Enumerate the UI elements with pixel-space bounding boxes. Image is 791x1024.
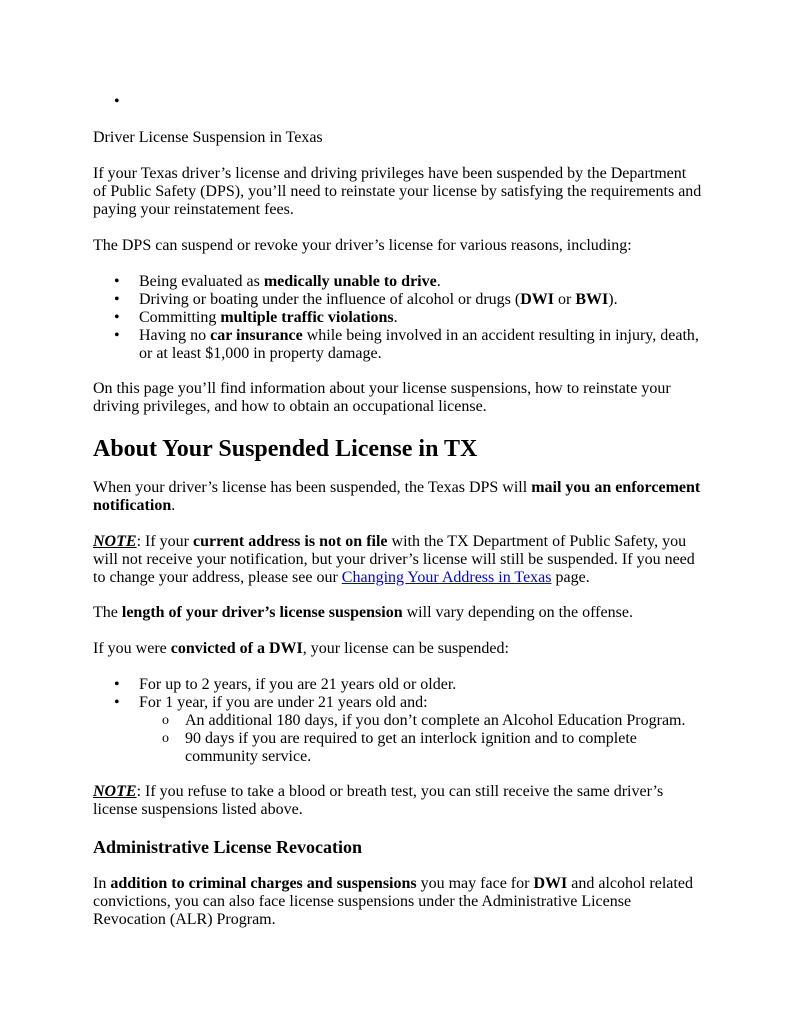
note-label: NOTE	[93, 783, 137, 800]
test-refusal-note: NOTE: If you refuse to take a blood or breath test, you can still receive the same driver’s license suspensions listed above.	[93, 783, 664, 818]
enforcement-paragraph: When your driver’s license has been suspended, the Texas DPS will mail you an enforcement notification.	[93, 479, 701, 514]
list-item: • Having no car insurance while being involved in an accident resulting in injury, death, or at least $1,000 in property damage.	[93, 327, 703, 363]
sub-list-item: o An additional 180 days, if you don’t complete an Alcohol Education Program.	[93, 712, 703, 730]
page-summary-paragraph: On this page you’ll find information about your license suspensions, how to reinstate your driving privileges, and how to obtain an occupational license.	[93, 380, 671, 415]
list-item: • Being evaluated as medically unable to drive.	[93, 273, 703, 291]
section-heading-suspended-license: About Your Suspended License in TX	[93, 436, 478, 462]
dwi-suspension-list	[93, 676, 703, 766]
suspension-length-paragraph: The length of your driver’s license suspension will vary depending on the offense.	[93, 604, 633, 621]
list-item: • Driving or boating under the influence of alcohol or drugs (DWI or BWI).	[93, 291, 703, 309]
intro-paragraph: If your Texas driver’s license and driving privileges have been suspended by the Department of Public Safety (DPS), you’ll need to reinstate your license by satisfying the requirements and paying your reinstatement fees.	[93, 165, 702, 218]
note-label: NOTE	[93, 533, 137, 550]
reasons-intro: The DPS can suspend or revoke your driver’s license for various reasons, including:	[93, 237, 632, 254]
address-note: NOTE: If your current address is not on file with the TX Department of Public Safety, you will not receive your notification, but your driver’s license will still be suspended. If you need to change your address, please see our Changing Your Address in Texas page.	[93, 533, 695, 586]
alr-paragraph: In addition to criminal charges and suspensions you may face for DWI and alcohol related convictions, you can also face license suspensions under the Administrative License Revocation (ALR) Program.	[93, 875, 693, 928]
list-item: • For 1 year, if you are under 21 years old and:	[93, 694, 703, 712]
reasons-list	[93, 273, 703, 363]
section-heading-alr: Administrative License Revocation	[93, 837, 362, 857]
empty-list-item	[93, 93, 703, 111]
doc-title: Driver License Suspension in Texas	[93, 129, 323, 146]
list-item: • For up to 2 years, if you are 21 years old or older.	[93, 676, 703, 694]
dwi-paragraph: If you were convicted of a DWI, your license can be suspended:	[93, 640, 509, 657]
changing-address-link[interactable]: Changing Your Address in Texas	[341, 569, 552, 586]
empty-bullet-list	[93, 93, 703, 111]
sub-list-item: o 90 days if you are required to get an interlock ignition and to complete community service.	[93, 730, 703, 766]
list-item: • Committing multiple traffic violations.	[93, 309, 703, 327]
